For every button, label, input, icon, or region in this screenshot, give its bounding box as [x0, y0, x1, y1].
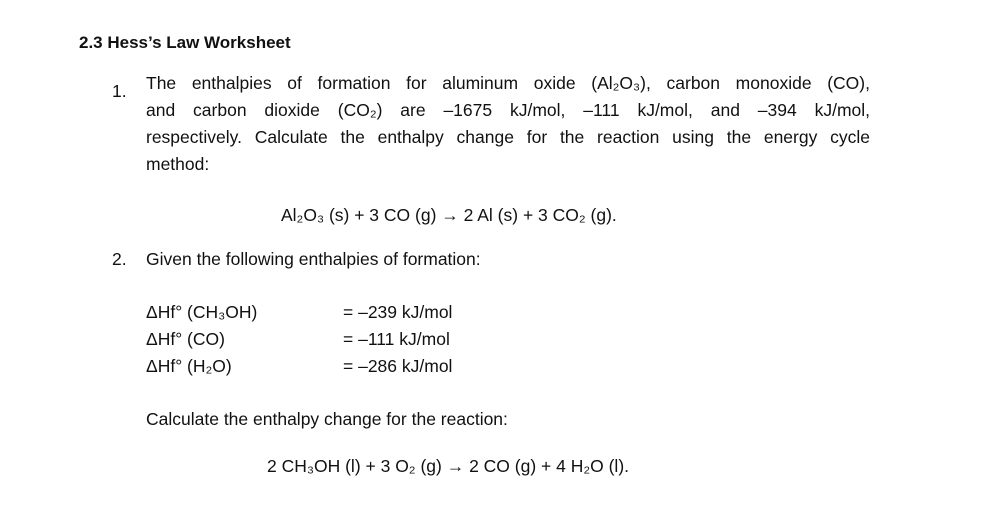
question-1-number: 1.	[112, 81, 127, 101]
enthalpy-label-ch3oh: ΔHf° (CH₃OH)	[146, 302, 258, 322]
question-1-line-4: method:	[146, 154, 210, 174]
question-1-line-2: and carbon dioxide (CO₂) are –1675 kJ/mol, –111 kJ/mol, and –394 kJ/mol,	[146, 100, 870, 120]
enthalpy-value-co: = –111 kJ/mol	[343, 329, 450, 349]
question-1-equation: Al₂O₃ (s) + 3 CO (g) → 2 Al (s) + 3 CO₂ (g).	[281, 205, 617, 225]
enthalpy-label-h2o: ΔHf° (H₂O)	[146, 356, 232, 376]
question-2-number: 2.	[112, 249, 127, 269]
enthalpy-value-h2o: = –286 kJ/mol	[343, 356, 453, 376]
question-2-intro: Given the following enthalpies of formation:	[146, 249, 481, 269]
question-2-prompt: Calculate the enthalpy change for the reaction:	[146, 409, 508, 429]
question-2-equation: 2 CH₃OH (l) + 3 O₂ (g) → 2 CO (g) + 4 H₂O (l).	[267, 456, 630, 476]
question-1-line-3: respectively. Calculate the enthalpy change for the reaction using the energy cycle	[146, 127, 870, 147]
question-1-line-1: The enthalpies of formation for aluminum oxide (Al₂O₃), carbon monoxide (CO),	[146, 73, 870, 93]
worksheet-title: 2.3 Hess’s Law Worksheet	[79, 33, 291, 52]
enthalpy-label-co: ΔHf° (CO)	[146, 329, 225, 349]
enthalpy-value-ch3oh: = –239 kJ/mol	[343, 302, 453, 322]
question-1-text	[146, 70, 870, 178]
